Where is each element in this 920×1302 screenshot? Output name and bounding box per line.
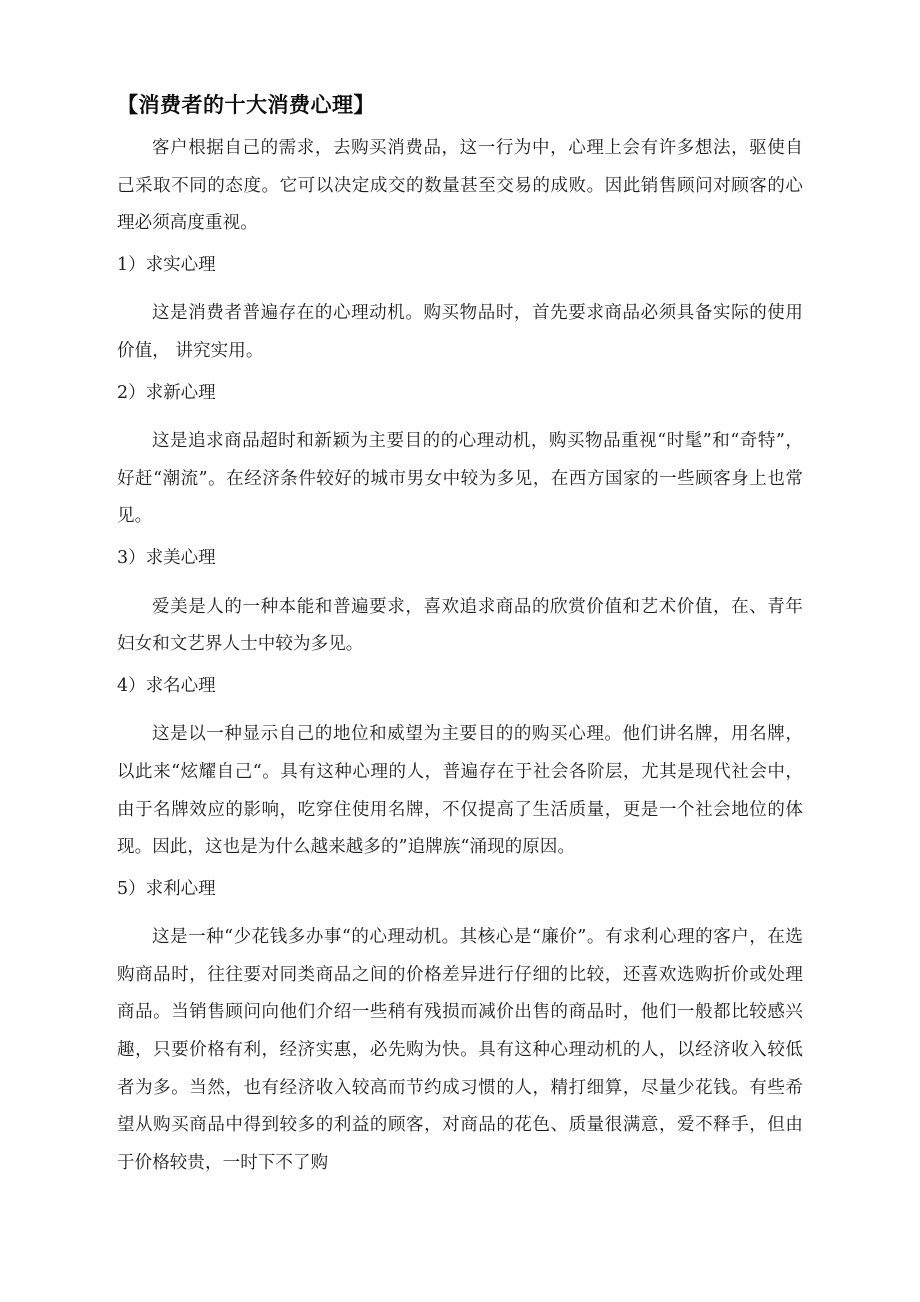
section-heading-3: 3）求美心理 [117, 547, 216, 568]
spacer [117, 578, 803, 589]
section-heading-4: 4）求名心理 [117, 675, 216, 696]
spacer [117, 908, 803, 919]
intro-paragraph: 客户根据自己的需求，去购买消费品，这一行为中，心理上会有许多想法，驱使自己采取不同的态度。它可以决定成交的数量甚至交易的成败。因此销售顾问对顾客的心理必须高度重视。 [117, 138, 803, 234]
section-body-1: 这是消费者普遍存在的心理动机。购买物品时，首先要求商品必须具备实际的使用价值， 讲究实用。 [117, 303, 803, 361]
document-body [117, 86, 803, 1182]
section-heading-1: 1）求实心理 [117, 254, 216, 275]
section-body-2: 这是追求商品超时和新颖为主要目的的心理动机，购买物品重视“时髦”和“奇特”，好赶“潮流”。在经济条件较好的城市男女中较为多见，在西方国家的一些顾客身上也常见。 [117, 431, 803, 527]
section-body-3: 爱美是人的一种本能和普遍要求，喜欢追求商品的欣赏价值和艺术价值，在、青年妇女和文艺界人士中较为多见。 [117, 596, 803, 655]
section-heading-2: 2）求新心理 [117, 382, 216, 403]
section-heading-5: 5）求利心理 [117, 878, 216, 899]
page-title: 【消费者的十大消费心理】 [117, 92, 375, 117]
section-body-5: 这是一种“少花钱多办事“的心理动机。其核心是“廉价”。有求利心理的客户，在选购商品时，往往要对同类商品之间的价格差异进行仔细的比较，还喜欢选购折价或处理商品。当销售顾问向他们介绍一些稍有残损而减价出售的商品时，他们一般都比较感兴趣，只要价格有利，经济实惠，必先购为快。具有这种心理动机的人，以经济收入较低者为多。当然，也有经济收入较高而节约成习惯的人，精打细算，尽量少花钱。有些希望从购买商品中得到较多的利益的顾客，对商品的花色、质量很满意，爱不释手，但由于价格较贵，一时下不了购 [117, 927, 803, 1173]
spacer [117, 412, 803, 423]
spacer [117, 705, 803, 716]
spacer [117, 284, 803, 295]
section-body-4: 这是以一种显示自己的地位和威望为主要目的的购买心理。他们讲名牌，用名牌，以此来“炫耀自己“。具有这种心理的人，普遍存在于社会各阶层，尤其是现代社会中，由于名牌效应的影响，吃穿住使用名牌，不仅提高了生活质量，更是一个社会地位的体现。因此，这也是为什么越来越多的”追牌族“涌现的原因。 [117, 724, 803, 858]
